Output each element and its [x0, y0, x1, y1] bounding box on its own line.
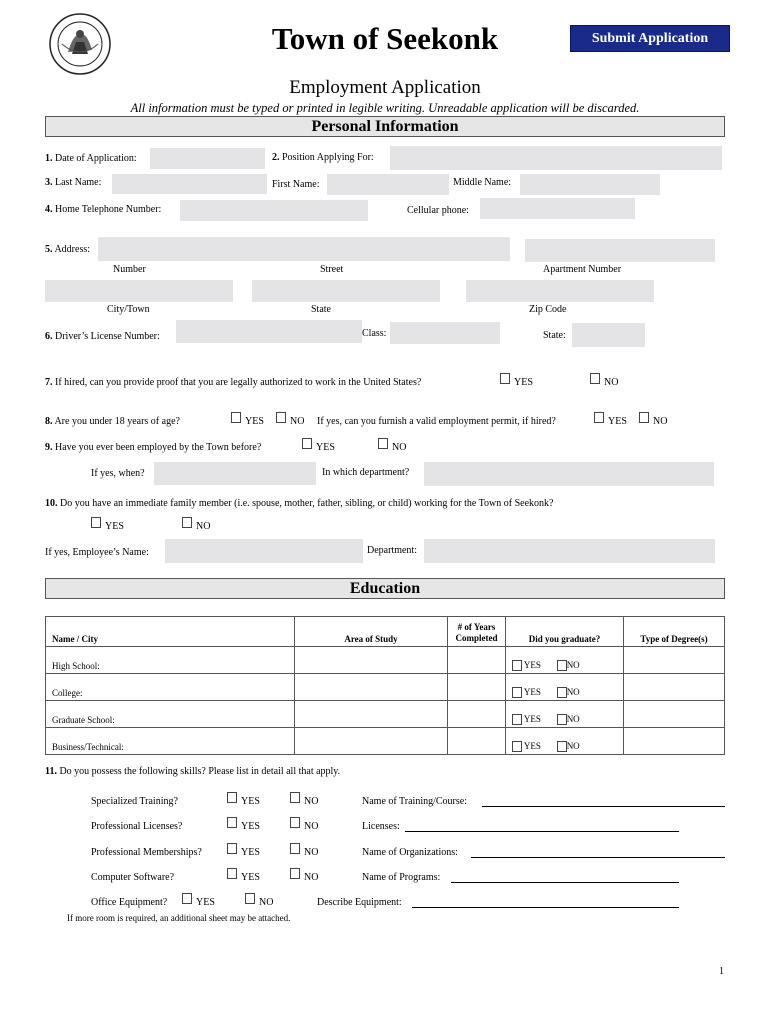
hs-yes-checkbox[interactable]: [512, 660, 522, 671]
training-no-label: NO: [304, 796, 319, 807]
q8b-no-label: NO: [653, 416, 668, 427]
state-field[interactable]: [252, 280, 440, 302]
q9-no-label: NO: [392, 442, 407, 453]
row-label-high-school: High School:: [46, 647, 295, 674]
education-table-header-row: [46, 617, 725, 647]
first-name-field[interactable]: [327, 174, 449, 195]
q8-yes-label: YES: [245, 416, 264, 427]
page-number: 1: [719, 966, 724, 977]
table-row: [46, 674, 725, 701]
table-row: [46, 701, 725, 728]
bus-yes-label: YES: [523, 740, 541, 751]
q4-num: 4.: [45, 204, 53, 215]
licenses-yes-checkbox[interactable]: [227, 817, 237, 828]
personal-information-header: Personal Information: [45, 116, 725, 137]
q9-num: 9.: [45, 442, 53, 453]
q9-no-checkbox[interactable]: [378, 438, 388, 449]
q2-num: 2.: [272, 152, 280, 163]
years-completed-cell[interactable]: [448, 647, 506, 674]
equipment-yes-checkbox[interactable]: [182, 893, 192, 904]
software-no-checkbox[interactable]: [290, 868, 300, 879]
degree-cell[interactable]: [624, 674, 725, 701]
license-state-label: State:: [543, 330, 566, 341]
q9-text: Have you ever been employed by the Town before?: [55, 442, 262, 453]
equipment-detail-line[interactable]: [412, 907, 679, 908]
if-yes-when-label: If yes, when?: [91, 468, 145, 479]
q3-num: 3.: [45, 177, 53, 188]
bus-no-label: NO: [566, 740, 580, 751]
date-of-application-field[interactable]: [150, 148, 265, 169]
q7-label: [45, 377, 421, 389]
middle-name-label: Middle Name:: [453, 177, 512, 188]
q5-num: 5.: [45, 244, 53, 255]
education-header: Education: [45, 578, 725, 599]
q10-yes-checkbox[interactable]: [91, 517, 101, 528]
q8-label: [45, 416, 180, 428]
licenses-no-label: NO: [304, 821, 319, 832]
q10-no-checkbox[interactable]: [182, 517, 192, 528]
q7-no-label: NO: [604, 377, 619, 388]
q7-no-checkbox[interactable]: [590, 373, 600, 384]
college-yes-label: YES: [523, 686, 541, 697]
memberships-yes-checkbox[interactable]: [227, 843, 237, 854]
equipment-no-checkbox[interactable]: [245, 893, 255, 904]
years-completed-cell[interactable]: [448, 701, 506, 728]
col-area-of-study: Area of Study: [295, 617, 448, 647]
q6-label: [45, 331, 160, 343]
grad-yes-checkbox[interactable]: [512, 714, 522, 725]
area-of-study-cell[interactable]: [295, 701, 448, 728]
software-no-label: NO: [304, 872, 319, 883]
zip-caption: Zip Code: [529, 304, 567, 315]
row-label-graduate-school: Graduate School:: [46, 701, 295, 728]
degree-cell[interactable]: [624, 728, 725, 755]
licenses-no-checkbox[interactable]: [290, 817, 300, 828]
q7-yes-checkbox[interactable]: [500, 373, 510, 384]
col-did-you-graduate: Did you graduate?: [506, 617, 624, 647]
college-yes-checkbox[interactable]: [512, 687, 522, 698]
city-caption: City/Town: [107, 304, 150, 315]
cell-label: Cellular phone:: [407, 205, 469, 216]
middle-name-field[interactable]: [520, 174, 660, 195]
department-label: Department:: [367, 545, 417, 556]
q10-yes-label: YES: [105, 521, 124, 532]
years-completed-cell[interactable]: [448, 674, 506, 701]
submit-application-button[interactable]: Submit Application: [570, 25, 730, 52]
skill-label-professional-licenses: Professional Licenses?: [91, 821, 183, 832]
form-subtitle: Employment Application: [289, 77, 481, 98]
state-caption: State: [311, 304, 331, 315]
drivers-license-field[interactable]: [176, 320, 362, 343]
training-detail-line[interactable]: [482, 806, 725, 807]
q8b-label: If yes, can you furnish a valid employment permit, if hired?: [317, 416, 556, 427]
software-detail-line[interactable]: [451, 882, 679, 883]
q10-label: [45, 498, 553, 510]
memberships-no-label: NO: [304, 847, 319, 858]
q6-num: 6.: [45, 331, 53, 342]
last-name-field[interactable]: [112, 174, 267, 194]
training-yes-label: YES: [241, 796, 260, 807]
grad-no-label: NO: [566, 713, 580, 724]
skill-label-office-equipment: Office Equipment?: [91, 897, 168, 908]
apartment-caption: Apartment Number: [543, 264, 622, 275]
graduate-cell: [506, 728, 624, 755]
q10-text: Do you have an immediate family member (i.e. spouse, mother, father, sibling, or child) working for the Town of Seekonk?: [60, 498, 554, 509]
col-name-city: Name / City: [46, 617, 295, 647]
college-no-label: NO: [566, 686, 580, 697]
q7-yes-label: YES: [514, 377, 533, 388]
q6-text: Driver’s License Number:: [55, 331, 160, 342]
graduate-cell: [506, 674, 624, 701]
licenses-detail-line[interactable]: [405, 831, 679, 832]
q3-text: Last Name:: [55, 177, 102, 188]
employee-name-field[interactable]: [165, 539, 363, 563]
degree-cell[interactable]: [624, 701, 725, 728]
q5-label: [45, 244, 90, 256]
employed-when-field[interactable]: [154, 462, 316, 485]
q11-label: [45, 766, 340, 778]
skill-label-computer-software: Computer Software?: [91, 872, 175, 883]
zip-code-field[interactable]: [466, 280, 654, 302]
address-street-field[interactable]: [98, 237, 510, 261]
q8-no-checkbox[interactable]: [276, 412, 286, 423]
position-applying-for-field[interactable]: [390, 146, 722, 170]
row-label-college: College:: [46, 674, 295, 701]
q8b-no-checkbox[interactable]: [639, 412, 649, 423]
skill-label-professional-memberships: Professional Memberships?: [91, 847, 202, 858]
q2-text: Position Applying For:: [282, 152, 374, 163]
graduate-cell: [506, 647, 624, 674]
memberships-no-checkbox[interactable]: [290, 843, 300, 854]
q2-label: [272, 152, 374, 164]
home-telephone-field[interactable]: [180, 200, 368, 221]
years-completed-cell[interactable]: [448, 728, 506, 755]
hs-no-checkbox[interactable]: [557, 660, 567, 671]
row-label-business-technical: Business/Technical:: [46, 728, 295, 755]
area-of-study-cell[interactable]: [295, 728, 448, 755]
q1-num: 1.: [45, 153, 53, 164]
hs-no-label: NO: [566, 659, 580, 670]
apartment-number-field[interactable]: [525, 239, 715, 262]
memberships-detail-line[interactable]: [471, 857, 725, 858]
q11-num: 11.: [45, 766, 57, 777]
training-no-checkbox[interactable]: [290, 792, 300, 803]
equipment-no-label: NO: [259, 897, 274, 908]
licenses-yes-label: YES: [241, 821, 260, 832]
q9-yes-checkbox[interactable]: [302, 438, 312, 449]
licenses-detail-label: Licenses:: [362, 821, 400, 832]
col-years-line1: # of Years: [457, 622, 496, 632]
employee-department-field[interactable]: [424, 539, 715, 563]
page-title: Town of Seekonk: [271, 21, 499, 56]
q9-label: [45, 442, 261, 454]
town-seal-logo: [48, 12, 112, 76]
q8-no-label: NO: [290, 416, 305, 427]
additional-sheet-note: If more room is required, an additional sheet may be attached.: [67, 913, 291, 923]
number-caption: Number: [113, 264, 146, 275]
class-label: Class:: [362, 328, 387, 339]
col-years-line2: Completed: [455, 633, 498, 643]
q8b-yes-label: YES: [608, 416, 627, 427]
area-of-study-cell[interactable]: [295, 674, 448, 701]
memberships-detail-label: Name of Organizations:: [362, 847, 458, 858]
first-name-label: First Name:: [272, 179, 320, 190]
q11-text: Do you possess the following skills? Please list in detail all that apply.: [59, 766, 341, 777]
q8-text: Are you under 18 years of age?: [54, 416, 180, 427]
equipment-detail-label: Describe Equipment:: [317, 897, 402, 908]
q8-num: 8.: [45, 416, 53, 427]
q1-label: [45, 153, 137, 165]
col-years-completed: [448, 617, 506, 647]
col-type-of-degree: Type of Degree(s): [624, 617, 725, 647]
equipment-yes-label: YES: [196, 897, 215, 908]
table-row: [46, 647, 725, 674]
software-yes-checkbox[interactable]: [227, 868, 237, 879]
q1-text: Date of Application:: [55, 153, 137, 164]
degree-cell[interactable]: [624, 647, 725, 674]
which-department-label: In which department?: [322, 467, 410, 478]
city-town-field[interactable]: [45, 280, 233, 302]
form-notice: All information must be typed or printed in legible writing. Unreadable application will be discarded.: [130, 101, 640, 115]
q5-text: Address:: [54, 244, 91, 255]
area-of-study-cell[interactable]: [295, 647, 448, 674]
college-no-checkbox[interactable]: [557, 687, 567, 698]
training-yes-checkbox[interactable]: [227, 792, 237, 803]
bus-yes-checkbox[interactable]: [512, 741, 522, 752]
software-detail-label: Name of Programs:: [362, 872, 441, 883]
q3-label: [45, 177, 101, 189]
employee-name-label: If yes, Employee’s Name:: [45, 547, 149, 558]
graduate-cell: [506, 701, 624, 728]
q8b-yes-checkbox[interactable]: [594, 412, 604, 423]
q7-num: 7.: [45, 377, 53, 388]
training-detail-label: Name of Training/Course:: [362, 796, 467, 807]
software-yes-label: YES: [241, 872, 260, 883]
which-department-field[interactable]: [424, 462, 714, 486]
license-state-field[interactable]: [572, 323, 645, 347]
hs-yes-label: YES: [523, 659, 541, 670]
bus-no-checkbox[interactable]: [557, 741, 567, 752]
q7-text: If hired, can you provide proof that you are legally authorized to work in the United States?: [55, 377, 422, 388]
license-class-field[interactable]: [390, 322, 500, 344]
memberships-yes-label: YES: [241, 847, 260, 858]
education-table: [45, 616, 725, 755]
q9-yes-label: YES: [316, 442, 335, 453]
skill-label-specialized-training: Specialized Training?: [91, 796, 178, 807]
street-caption: Street: [320, 264, 344, 275]
cellular-phone-field[interactable]: [480, 198, 635, 219]
table-row: [46, 728, 725, 755]
grad-no-checkbox[interactable]: [557, 714, 567, 725]
q10-no-label: NO: [196, 521, 211, 532]
q4-text: Home Telephone Number:: [55, 204, 162, 215]
q10-num: 10.: [45, 498, 58, 509]
grad-yes-label: YES: [523, 713, 541, 724]
q4-label: [45, 204, 161, 216]
q8-yes-checkbox[interactable]: [231, 412, 241, 423]
